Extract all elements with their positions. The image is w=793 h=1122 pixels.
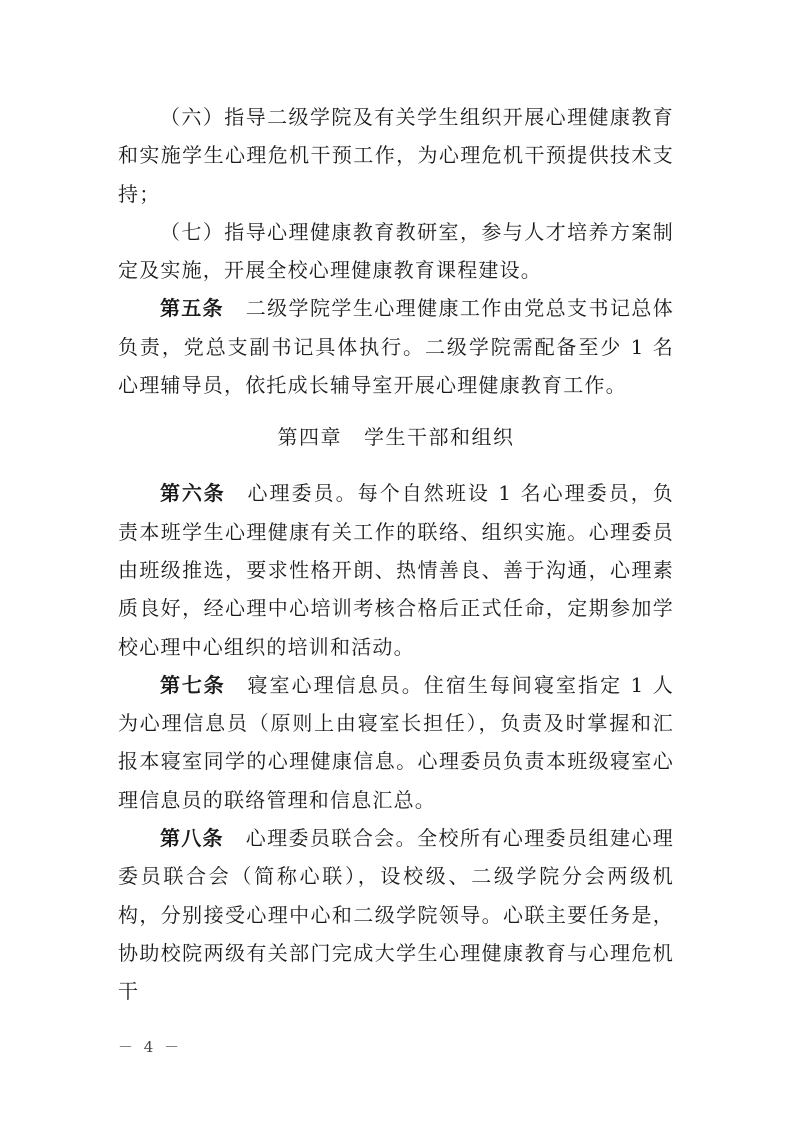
paragraph-item-6: （六）指导二级学院及有关学生组织开展心理健康教育和实施学生心理危机干预工作，为心理危机干预提供技术支持； xyxy=(118,105,674,206)
article-6 xyxy=(118,474,674,665)
article-7 xyxy=(118,666,674,819)
article-5-label: 第五条 xyxy=(160,296,224,321)
article-5 xyxy=(118,289,674,404)
chapter-title: 学生干部和组织 xyxy=(364,425,515,450)
article-8-label: 第八条 xyxy=(160,826,224,851)
article-6-text: 心理委员。每个自然班设 1 名心理委员，负责本班学生心理健康有关工作的联络、组织实施。心理委员由班级推选，要求性格开朗、热情善良、善于沟通，心理素质良好，经心理中心培训考核合格后正式任命，定期参加学校心理中心组织的培训和活动。 xyxy=(118,481,675,659)
article-6-label: 第六条 xyxy=(160,481,226,506)
article-7-text: 寝室心理信息员。住宿生每间寝室指定 1 人为心理信息员（原则上由寝室长担任），负责及时掌握和汇报本寝室同学的心理健康信息。心理委员负责本班级寝室心理信息员的联络管理和信息汇总。 xyxy=(118,672,675,812)
page-number: － 4 － xyxy=(118,1038,183,1056)
article-8-text: 心理委员联合会。全校所有心理委员组建心理委员联合会（简称心联），设校级、二级学院分会两级机构，分别接受心理中心和二级学院领导。心联主要任务是，协助校院两级有关部门完成大学生心理健康教育与心理危机干 xyxy=(118,826,675,1004)
article-5-text: 二级学院学生心理健康工作由党总支书记总体负责，党总支副书记具体执行。二级学院需配备至少 1 名心理辅导员，依托成长辅导室开展心理健康教育工作。 xyxy=(118,296,675,398)
chapter-heading xyxy=(118,418,674,456)
chapter-number: 第四章 xyxy=(277,425,342,450)
article-7-label: 第七条 xyxy=(160,672,226,697)
paragraph-item-7: （七）指导心理健康教育教研室，参与人才培养方案制定及实施，开展全校心理健康教育课程建设。 xyxy=(118,219,674,283)
document-body xyxy=(118,98,674,1011)
article-8 xyxy=(118,819,674,1010)
